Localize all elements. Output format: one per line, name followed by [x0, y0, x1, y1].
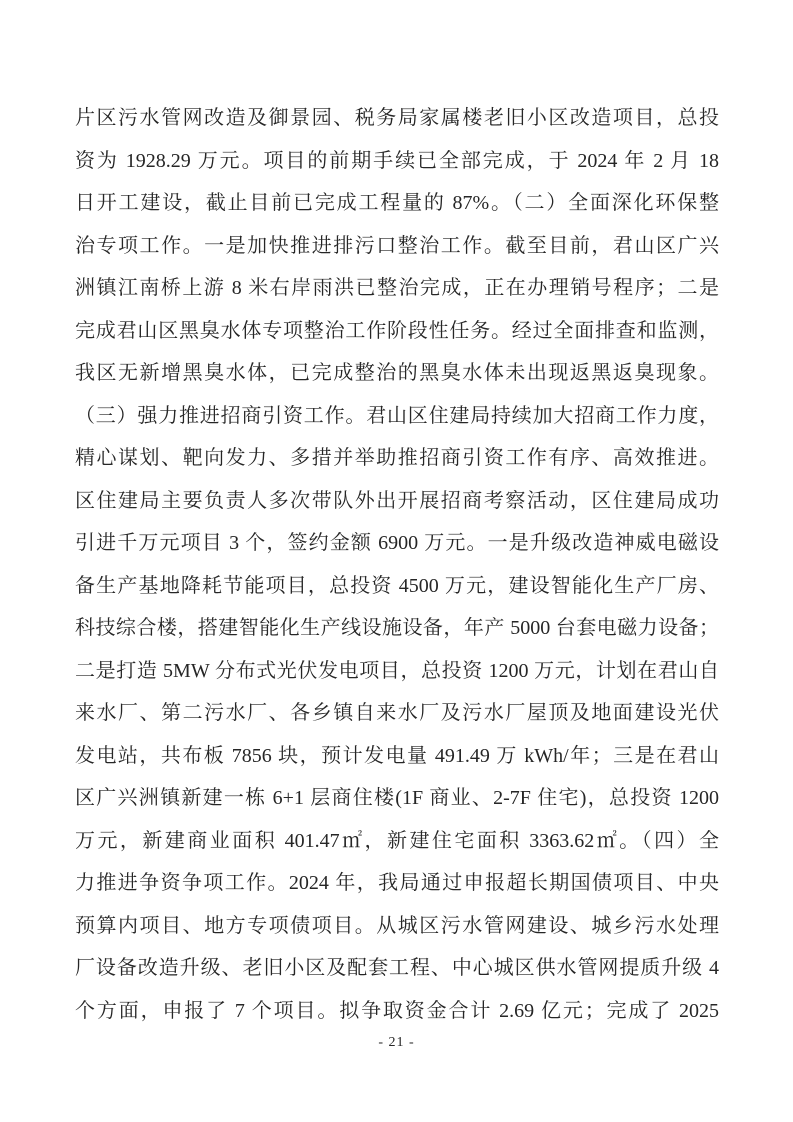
text-line: 个方面，申报了 7 个项目。拟争取资金合计 2.69 亿元；完成了 2025 — [75, 999, 719, 1022]
document-body — [75, 97, 719, 1032]
text-line: 发电站，共布板 7856 块，预计发电量 491.49 万 kWh/年；三是在君山 — [75, 744, 719, 767]
text-line: 厂设备改造升级、老旧小区及配套工程、中心城区供水管网提质升级 4 — [75, 957, 719, 979]
text-line: 引进千万元项目 3 个，签约金额 6900 万元。一是升级改造神威电磁设 — [75, 532, 719, 554]
text-line: 科技综合楼，搭建智能化生产线设施设备，年产 5000 台套电磁力设备； — [75, 617, 719, 639]
text-line: 我区无新增黑臭水体，已完成整治的黑臭水体未出现返黑返臭现象。 — [75, 362, 719, 384]
text-line: 日开工建设，截止目前已完成工程量的 87%。（二）全面深化环保整 — [75, 192, 719, 214]
text-line: 力推进争资争项工作。2024 年，我局通过申报超长期国债项目、中央 — [75, 872, 719, 894]
text-line: 万元，新建商业面积 401.47㎡，新建住宅面积 3363.62㎡。（四）全 — [75, 829, 719, 852]
text-line: （三）强力推进招商引资工作。君山区住建局持续加大招商工作力度， — [75, 404, 719, 427]
page-footer — [0, 1033, 793, 1051]
text-line: 二是打造 5MW 分布式光伏发电项目，总投资 1200 万元，计划在君山自 — [75, 659, 719, 682]
text-line: 治专项工作。一是加快推进排污口整治工作。截至目前，君山区广兴 — [75, 234, 719, 257]
text-line: 资为 1928.29 万元。项目的前期手续已全部完成，于 2024 年 2 月 18 — [75, 149, 719, 172]
text-line: 预算内项目、地方专项债项目。从城区污水管网建设、城乡污水处理 — [75, 914, 719, 937]
text-line: 备生产基地降耗节能项目，总投资 4500 万元，建设智能化生产厂房、 — [75, 574, 719, 597]
text-line: 来水厂、第二污水厂、各乡镇自来水厂及污水厂屋顶及地面建设光伏 — [75, 702, 719, 724]
text-line: 完成君山区黑臭水体专项整治工作阶段性任务。经过全面排查和监测， — [75, 319, 719, 342]
text-line: 精心谋划、靶向发力、多措并举助推招商引资工作有序、高效推进。 — [75, 447, 719, 469]
text-line: 区广兴洲镇新建一栋 6+1 层商住楼(1F 商业、2-7F 住宅)，总投资 1200 — [75, 787, 719, 809]
text-line: 洲镇江南桥上游 8 米右岸雨洪已整治完成，正在办理销号程序；二是 — [75, 277, 719, 299]
page-number: - 21 - — [378, 1035, 415, 1050]
text-line: 片区污水管网改造及御景园、税务局家属楼老旧小区改造项目，总投 — [75, 107, 719, 129]
text-line: 区住建局主要负责人多次带队外出开展招商考察活动，区住建局成功 — [75, 489, 719, 512]
